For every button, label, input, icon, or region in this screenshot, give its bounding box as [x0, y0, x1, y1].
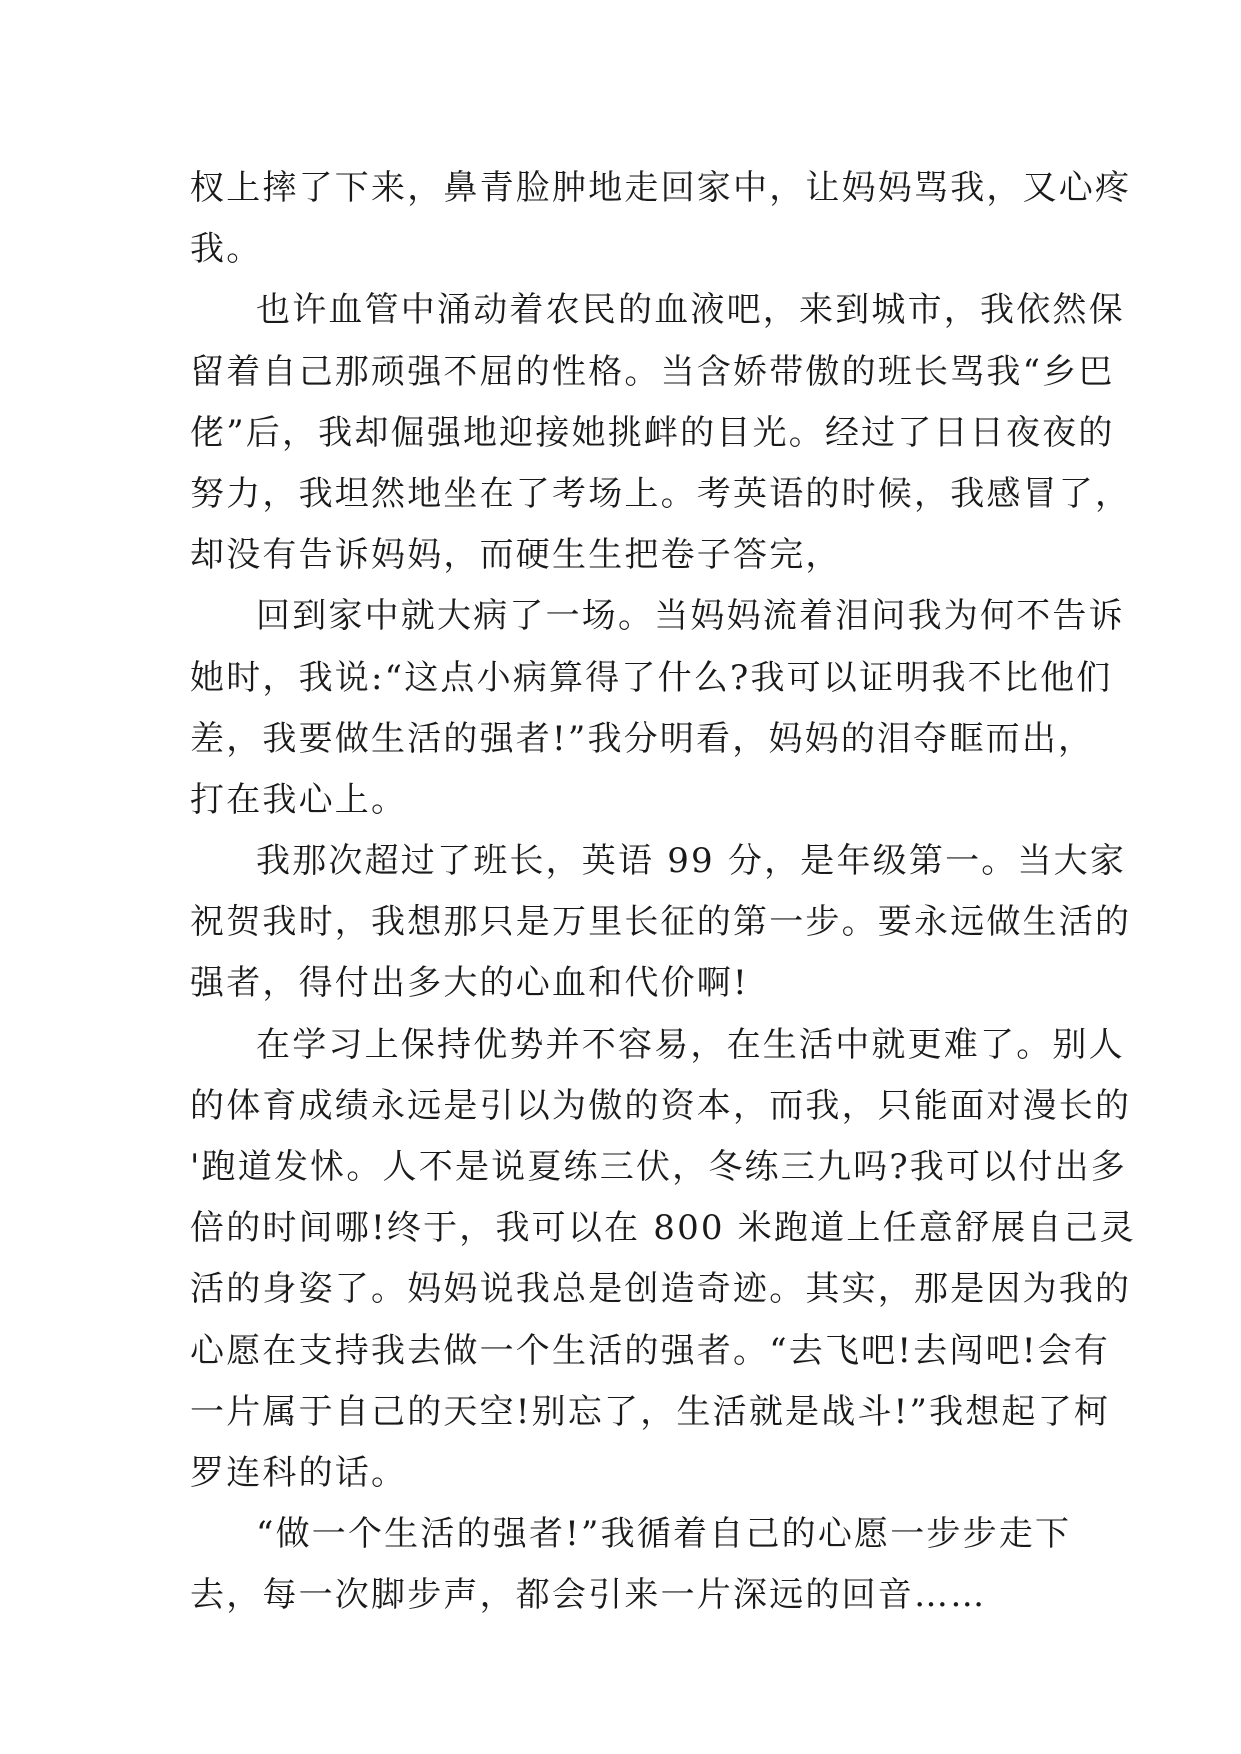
paragraph-first-line: 我那次超过了班长，英语 99 分，是年级第一。当大家 — [256, 841, 1127, 882]
text-line: 却没有告诉妈妈，而硬生生把卷子答完， — [190, 535, 842, 576]
text-line: 打在我心上。 — [190, 779, 408, 820]
text-line: 一片属于自己的天空!别忘了，生活就是战斗!”我想起了柯 — [190, 1391, 1111, 1432]
paragraph-first-line: 在学习上保持优势并不容易，在生活中就更难了。别人 — [256, 1024, 1125, 1065]
text-line: 强者，得付出多大的心血和代价啊! — [190, 963, 749, 1004]
text-line: 祝贺我时，我想那只是万里长征的第一步。要永远做生活的 — [190, 902, 1132, 943]
body-text — [190, 158, 1136, 1627]
text-line: '跑道发怵。人不是说夏练三伏，冬练三九吗?我可以付出多 — [190, 1147, 1127, 1187]
paragraph-first-line: 回到家中就大病了一场。当妈妈流着泪问我为何不告诉 — [256, 596, 1125, 637]
text-line: 心愿在支持我去做一个生活的强者。“去飞吧!去闯吧!会有 — [190, 1330, 1111, 1371]
text-line: 佬”后，我却倔强地迎接她挑衅的目光。经过了日日夜夜的 — [190, 412, 1115, 453]
text-line: 努力，我坦然地坐在了考场上。考英语的时候，我感冒了， — [190, 473, 1132, 514]
text-line: 倍的时间哪!终于，我可以在 800 米跑道上任意舒展自己灵 — [190, 1208, 1136, 1249]
text-line: 杈上摔了下来，鼻青脸肿地走回家中，让妈妈骂我，又心疼 — [190, 168, 1132, 208]
text-line: 留着自己那顽强不屈的性格。当含娇带傲的班长骂我“乡巴 — [190, 351, 1115, 392]
text-line: 她时，我说:“这点小病算得了什么?我可以证明我不比他们 — [190, 657, 1113, 698]
text-line: 罗连科的话。 — [190, 1452, 408, 1493]
paragraph-first-line: 也许血管中涌动着农民的血液吧，来到城市，我依然保 — [256, 290, 1125, 331]
paragraph-first-line: “做一个生活的强者!”我循着自己的心愿一步步走下 — [256, 1514, 1072, 1555]
text-line: 差，我要做生活的强者!”我分明看，妈妈的泪夺眶而出， — [190, 718, 1095, 759]
text-line: 的体育成绩永远是引以为傲的资本，而我，只能面对漫长的 — [190, 1085, 1132, 1126]
text-line: 我。 — [190, 229, 263, 270]
text-line: 活的身姿了。妈妈说我总是创造奇迹。其实，那是因为我的 — [190, 1269, 1132, 1310]
text-line: 去，每一次脚步声，都会引来一片深远的回音…… — [190, 1575, 987, 1616]
